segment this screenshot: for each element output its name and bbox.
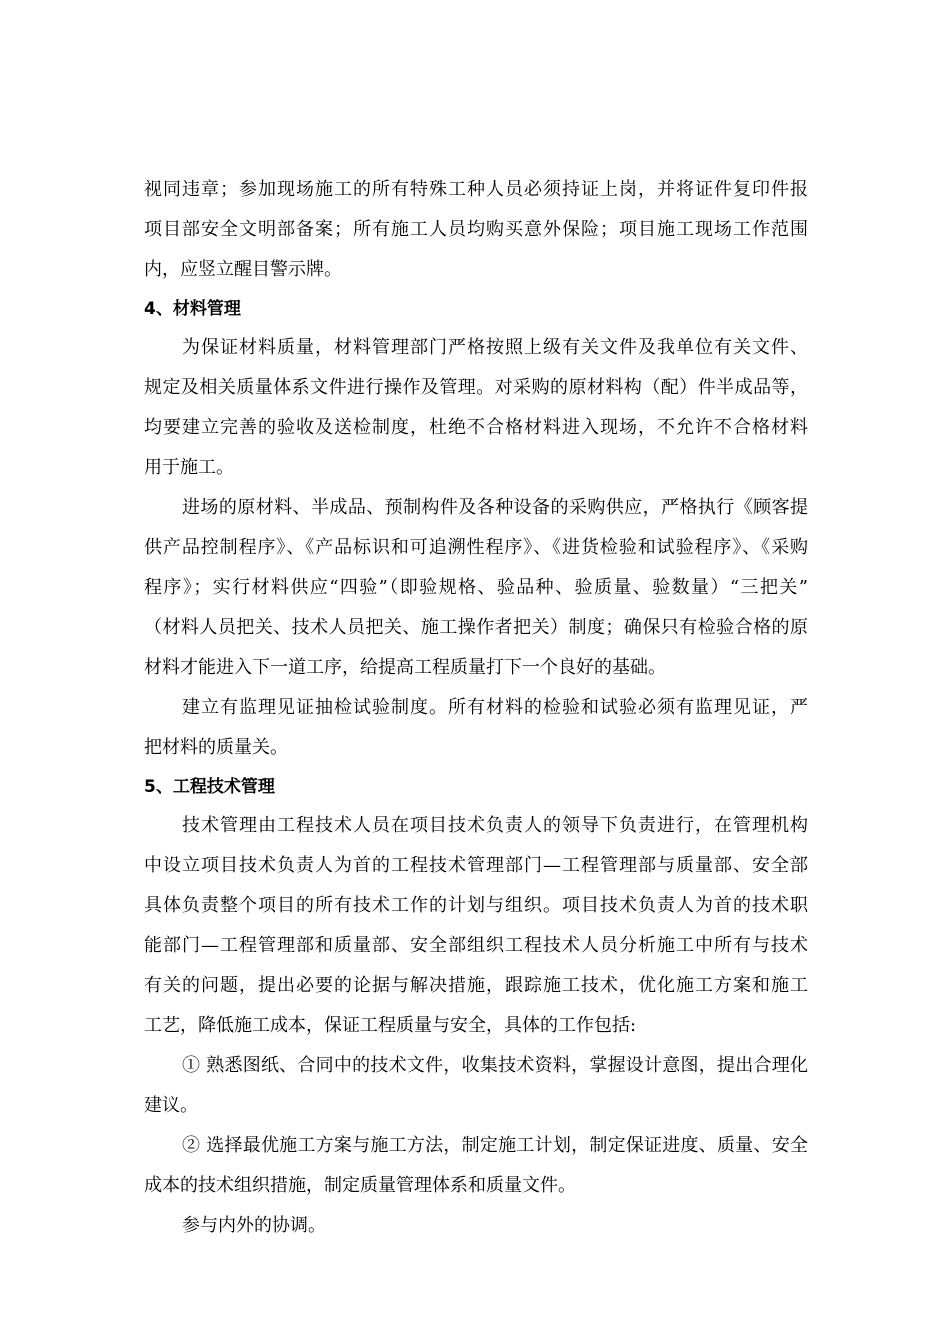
text-line: 供产品控制程序》、《产品标识和可追溯性程序》、《进货检验和试验程序》、《采购	[144, 537, 808, 558]
text-line: 技术管理由工程技术人员在项目技术负责人的领导下负责进行，在管理机构	[182, 815, 808, 836]
text-line: 视同违章；参加现场施工的所有特殊工种人员必须持证上岗，并将证件复印件报	[144, 179, 808, 200]
text-line: 规定及相关质量体系文件进行操作及管理。对采购的原材料构（配）件半成品等，	[144, 377, 808, 398]
text-line: 工艺，降低施工成本，保证工程质量与安全，具体的工作包括:	[144, 1015, 637, 1036]
text-line: 用于施工。	[144, 457, 234, 478]
text-line: 把材料的质量关。	[144, 737, 288, 758]
text-line: 建立有监理见证抽检试验制度。所有材料的检验和试验必须有监理见证，严	[182, 697, 808, 718]
text-line: 内，应竖立醒目警示牌。	[144, 259, 342, 280]
list-item-2	[144, 1126, 808, 1206]
document-body	[144, 170, 808, 1246]
text-line: 中设立项目技术负责人为首的工程技术管理部门—工程管理部与质量部、安全部	[144, 855, 808, 876]
text-line: 具体负责整个项目的所有技术工作的计划与组织。项目技术负责人为首的技术职	[144, 895, 808, 916]
text-line: 材料才能进入下一道工序，给提高工程质量打下一个良好的基础。	[144, 657, 666, 678]
section-heading-materials: 4、材料管理	[144, 299, 241, 319]
paragraph-technical-management	[144, 806, 808, 1046]
text-line: 为保证材料质量，材料管理部门严格按照上级有关文件及我单位有关文件、	[182, 337, 808, 358]
text-line: 有关的问题，提出必要的论据与解决措施，跟踪施工技术，优化施工方案和施工	[144, 975, 808, 996]
text-line: 程序》；实行材料供应“四验”（即验规格、验品种、验质量、验数量）“三把关”	[144, 577, 808, 598]
text-line: （材料人员把关、技术人员把关、施工操作者把关）制度；确保只有检验合格的原	[144, 617, 808, 638]
text-line: 项目部安全文明部备案；所有施工人员均购买意外保险；项目施工现场工作范围	[144, 219, 808, 240]
section-heading-technical: 5、工程技术管理	[144, 777, 275, 797]
paragraph-materials-procurement	[144, 488, 808, 688]
text-line: 进场的原材料、半成品、预制构件及各种设备的采购供应，严格执行《顾客提	[182, 497, 808, 518]
text-line: 成本的技术组织措施，制定质量管理体系和质量文件。	[144, 1175, 576, 1196]
text-line: 参与内外的协调。	[182, 1215, 326, 1236]
text-line: 均要建立完善的验收及送检制度，杜绝不合格材料进入现场，不允许不合格材料	[144, 417, 808, 438]
text-line: 建议。	[144, 1095, 198, 1116]
paragraph-materials-quality	[144, 328, 808, 488]
text-line: ① 熟悉图纸、合同中的技术文件，收集技术资料，掌握设计意图，提出合理化	[182, 1055, 808, 1076]
list-item-1	[144, 1046, 808, 1126]
text-line: 能部门—工程管理部和质量部、安全部组织工程技术人员分析施工中所有与技术	[144, 935, 808, 956]
list-item-3	[144, 1206, 808, 1246]
paragraph-materials-supervision	[144, 688, 808, 768]
text-line: ② 选择最优施工方案与施工方法，制定施工计划，制定保证进度、质量、安全	[182, 1135, 808, 1156]
paragraph-section3-tail	[144, 170, 808, 290]
